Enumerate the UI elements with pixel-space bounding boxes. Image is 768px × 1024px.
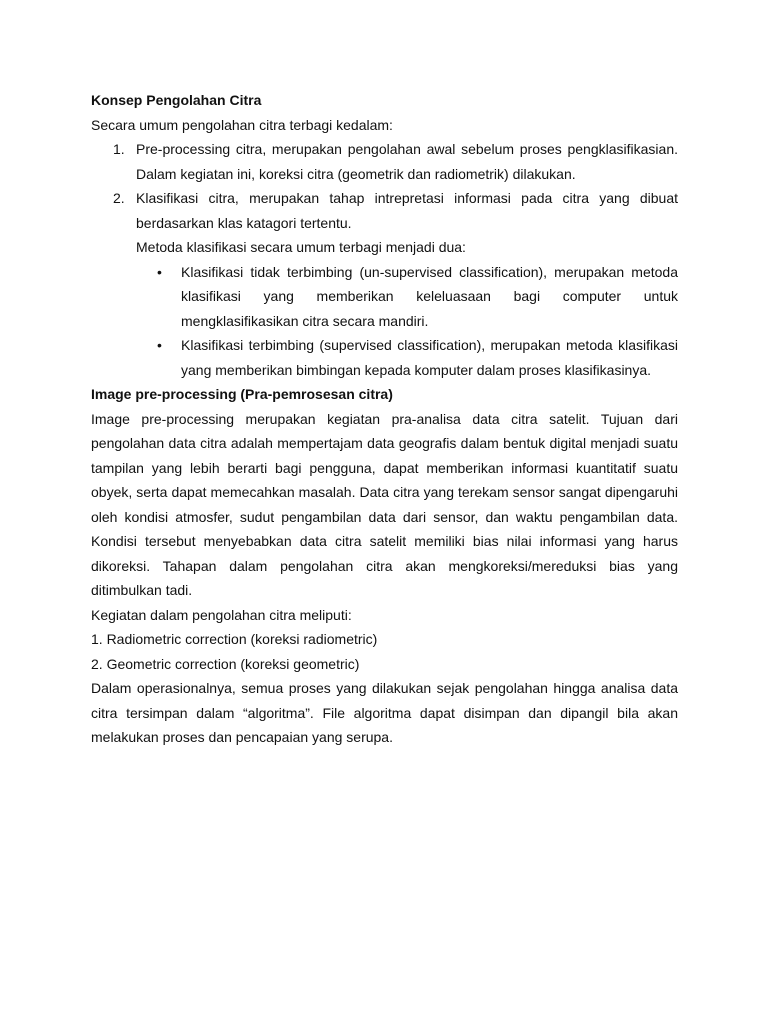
section-title: Konsep Pengolahan Citra (91, 92, 262, 108)
list-item-text: Pre-processing citra, merupakan pengolahan awal sebelum proses pengklasifikasian. Dalam kegiatan ini, koreksi citra (geometrik dan radiometrik) dilakukan. (136, 141, 678, 182)
document-page (91, 88, 678, 750)
section-heading: Image pre-processing (Pra-pemrosesan citra) (91, 386, 393, 402)
bullet-icon: • (157, 263, 162, 280)
bullet-text: Klasifikasi tidak terbimbing (un-supervised classification), merupakan metoda klasifikasi yang memberikan keleluasaan bagi computer untuk mengklasifikasikan citra secara mandiri. (181, 263, 678, 329)
list-number: 2. (113, 190, 125, 206)
bullet-icon: • (157, 337, 162, 353)
methods-intro: Metoda klasifikasi secara umum terbagi menjadi dua: (136, 239, 466, 255)
closing-paragraph: Dalam operasionalnya, semua proses yang dilakukan sejak pengolahan hingga analisa data citra tersimpan dalam “algoritma”. File algoritma dapat disimpan dan dipangil bila akan melakukan proses dan pencapaian yang serupa. (91, 680, 678, 745)
activities-intro: Kegiatan dalam pengolahan citra meliputi: (91, 606, 352, 623)
activity-item: 2. Geometric correction (koreksi geometric) (91, 655, 360, 672)
activity-item: 1. Radiometric correction (koreksi radiometric) (91, 631, 378, 647)
list-item-text: Klasifikasi citra, merupakan tahap intrepretasi informasi pada citra yang dibuat berdasarkan klas katagori tertentu. (136, 190, 678, 231)
bullet-item (91, 260, 678, 334)
body-paragraph: Image pre-processing merupakan kegiatan pra-analisa data citra satelit. Tujuan dari pengolahan data citra adalah mempertajam data geografis dalam bentuk digital menjadi suatu tampilan yang lebih berarti bagi pengguna, dapat memberikan informasi kuantitatif suatu obyek, serta dapat memecahkan masalah. Data citra yang terekam sensor sangat dipengaruhi oleh kondisi atmosfer, sudut pengambilan data dari sensor, dan waktu pengambilan data. Kondisi tersebut menyebabkan data citra satelit memiliki bias nilai informasi yang harus dikoreksi. Tahapan dalam pengolahan citra akan mengkoreksi/mereduksi bias yang ditimbulkan tadi. (91, 410, 678, 598)
intro-text: Secara umum pengolahan citra terbagi kedalam: (91, 116, 393, 133)
bullet-item (91, 333, 678, 382)
list-item (91, 186, 678, 235)
list-number: 1. (113, 141, 125, 157)
bullet-text: Klasifikasi terbimbing (supervised classification), merupakan metoda klasifikasi yang memberikan bimbingan kepada komputer dalam proses klasifikasinya. (181, 337, 678, 378)
list-item (91, 137, 678, 186)
